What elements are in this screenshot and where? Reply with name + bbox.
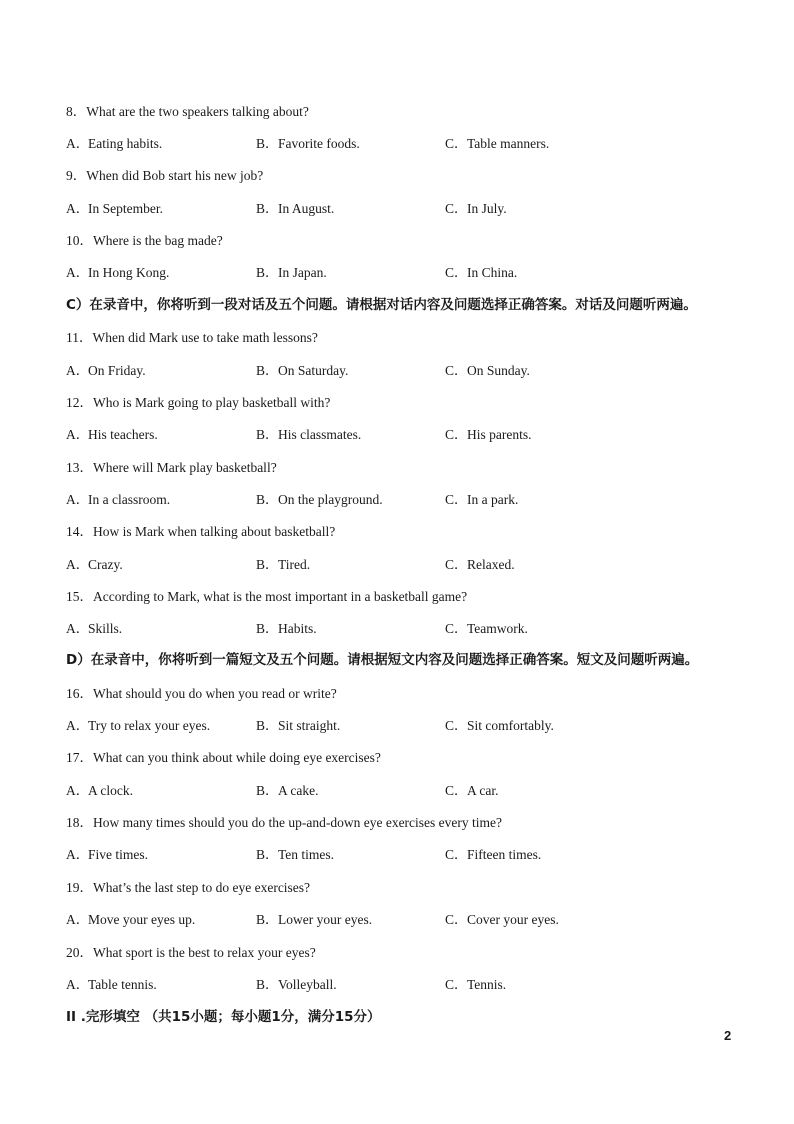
option-16b bbox=[256, 717, 340, 735]
option-text: In China. bbox=[467, 265, 518, 280]
option-letter: A． bbox=[66, 492, 90, 507]
option-14c bbox=[445, 556, 515, 574]
option-letter: C． bbox=[445, 557, 468, 572]
option-letter: B． bbox=[256, 136, 279, 151]
option-text: His teachers. bbox=[88, 427, 158, 442]
question-15: 15．According to Mark, what is the most important in a basketball game? bbox=[66, 589, 468, 604]
section-c-instructions: C）在录音中，你将听到一段对话及五个问题。请根据对话内容及问题选择正确答案。对话及问题听两遍。 bbox=[66, 297, 697, 313]
option-10a bbox=[66, 264, 169, 282]
option-text: Fifteen times. bbox=[467, 847, 542, 862]
option-letter: A． bbox=[66, 201, 90, 216]
option-text: Tired. bbox=[278, 557, 311, 572]
option-14b bbox=[256, 556, 310, 574]
option-letter: C． bbox=[445, 621, 468, 636]
option-text: A car. bbox=[467, 783, 499, 798]
option-letter: A． bbox=[66, 783, 90, 798]
option-18c bbox=[445, 846, 541, 864]
option-letter: C． bbox=[445, 427, 468, 442]
option-13c bbox=[445, 491, 518, 509]
option-8a bbox=[66, 135, 162, 153]
option-letter: A． bbox=[66, 847, 90, 862]
option-text: In a classroom. bbox=[88, 492, 171, 507]
option-15a bbox=[66, 620, 122, 638]
option-19b bbox=[256, 911, 372, 929]
option-20b bbox=[256, 976, 337, 994]
question-18: 18．How many times should you do the up-and-down eye exercises every time? bbox=[66, 815, 503, 830]
option-letter: C． bbox=[445, 847, 468, 862]
option-letter: C． bbox=[445, 912, 468, 927]
option-text: Tennis. bbox=[467, 977, 507, 992]
option-8b bbox=[256, 135, 360, 153]
option-letter: C． bbox=[445, 363, 468, 378]
option-text: In July. bbox=[467, 201, 507, 216]
question-20: 20．What sport is the best to relax your eyes? bbox=[66, 945, 316, 960]
option-17a bbox=[66, 782, 133, 800]
option-text: Sit comfortably. bbox=[467, 718, 554, 733]
option-letter: B． bbox=[256, 492, 279, 507]
option-letter: C． bbox=[445, 783, 468, 798]
option-19c bbox=[445, 911, 559, 929]
option-12c bbox=[445, 426, 532, 444]
question-11: 11．When did Mark use to take math lessons? bbox=[66, 330, 318, 345]
option-8c bbox=[445, 135, 549, 153]
option-letter: C． bbox=[445, 492, 468, 507]
option-text: A cake. bbox=[278, 783, 319, 798]
option-letter: C． bbox=[445, 265, 468, 280]
option-14a bbox=[66, 556, 123, 574]
option-text: Habits. bbox=[278, 621, 317, 636]
option-16c bbox=[445, 717, 554, 735]
option-letter: B． bbox=[256, 718, 279, 733]
option-letter: B． bbox=[256, 557, 279, 572]
option-9b bbox=[256, 200, 334, 218]
option-text: On Saturday. bbox=[278, 363, 349, 378]
option-letter: A． bbox=[66, 912, 90, 927]
option-text: Sit straight. bbox=[278, 718, 341, 733]
option-letter: A． bbox=[66, 136, 90, 151]
option-letter: A． bbox=[66, 977, 90, 992]
question-13: 13．Where will Mark play basketball? bbox=[66, 460, 277, 475]
option-text: Volleyball. bbox=[278, 977, 337, 992]
question-19: 19．What’s the last step to do eye exercises? bbox=[66, 880, 311, 895]
option-15c bbox=[445, 620, 528, 638]
option-letter: A． bbox=[66, 557, 90, 572]
option-letter: B． bbox=[256, 201, 279, 216]
option-letter: C． bbox=[445, 977, 468, 992]
option-letter: C． bbox=[445, 201, 468, 216]
option-text: Table tennis. bbox=[88, 977, 157, 992]
option-letter: B． bbox=[256, 621, 279, 636]
question-16: 16．What should you do when you read or write? bbox=[66, 686, 337, 701]
option-letter: B． bbox=[256, 977, 279, 992]
option-text: In Hong Kong. bbox=[88, 265, 170, 280]
option-letter: B． bbox=[256, 847, 279, 862]
question-10: 10．Where is the bag made? bbox=[66, 233, 223, 248]
option-19a bbox=[66, 911, 195, 929]
option-letter: A． bbox=[66, 718, 90, 733]
option-text: Cover your eyes. bbox=[467, 912, 559, 927]
option-text: In a park. bbox=[467, 492, 519, 507]
option-letter: A． bbox=[66, 363, 90, 378]
option-17c bbox=[445, 782, 499, 800]
option-text: On Friday. bbox=[88, 363, 146, 378]
option-15b bbox=[256, 620, 317, 638]
option-letter: B． bbox=[256, 783, 279, 798]
option-text: Lower your eyes. bbox=[278, 912, 373, 927]
option-text: Eating habits. bbox=[88, 136, 163, 151]
option-11a bbox=[66, 362, 146, 380]
question-12: 12．Who is Mark going to play basketball with? bbox=[66, 395, 331, 410]
option-letter: B． bbox=[256, 363, 279, 378]
option-20c bbox=[445, 976, 506, 994]
option-text: In September. bbox=[88, 201, 163, 216]
option-text: On the playground. bbox=[278, 492, 383, 507]
option-text: Favorite foods. bbox=[278, 136, 360, 151]
section-d-instructions: D）在录音中，你将听到一篇短文及五个问题。请根据短文内容及问题选择正确答案。短文及问题听两遍。 bbox=[66, 652, 699, 668]
option-text: A clock. bbox=[88, 783, 133, 798]
option-text: In August. bbox=[278, 201, 335, 216]
option-text: His parents. bbox=[467, 427, 532, 442]
option-text: In Japan. bbox=[278, 265, 327, 280]
option-text: Try to relax your eyes. bbox=[88, 718, 211, 733]
option-letter: B． bbox=[256, 427, 279, 442]
question-8: 8．What are the two speakers talking about? bbox=[66, 104, 309, 119]
option-17b bbox=[256, 782, 318, 800]
option-20a bbox=[66, 976, 157, 994]
option-text: Five times. bbox=[88, 847, 148, 862]
part-2-title: II .完形填空 （共15小题；每小题1分，满分15分） bbox=[66, 1009, 381, 1025]
option-10c bbox=[445, 264, 517, 282]
option-13a bbox=[66, 491, 170, 509]
option-text: Move your eyes up. bbox=[88, 912, 196, 927]
option-letter: A． bbox=[66, 621, 90, 636]
option-18a bbox=[66, 846, 148, 864]
question-14: 14．How is Mark when talking about basketball? bbox=[66, 524, 336, 539]
option-11b bbox=[256, 362, 348, 380]
option-text: Ten times. bbox=[278, 847, 335, 862]
option-9a bbox=[66, 200, 163, 218]
option-letter: C． bbox=[445, 136, 468, 151]
option-letter: B． bbox=[256, 265, 279, 280]
option-text: Skills. bbox=[88, 621, 123, 636]
option-text: On Sunday. bbox=[467, 363, 530, 378]
option-text: Relaxed. bbox=[467, 557, 515, 572]
option-text: His classmates. bbox=[278, 427, 362, 442]
question-9: 9．When did Bob start his new job? bbox=[66, 168, 264, 183]
option-letter: C． bbox=[445, 718, 468, 733]
option-13b bbox=[256, 491, 383, 509]
option-10b bbox=[256, 264, 327, 282]
option-letter: B． bbox=[256, 912, 279, 927]
option-9c bbox=[445, 200, 507, 218]
option-text: Teamwork. bbox=[467, 621, 528, 636]
option-16a bbox=[66, 717, 210, 735]
option-letter: A． bbox=[66, 265, 90, 280]
question-17: 17．What can you think about while doing eye exercises? bbox=[66, 750, 381, 765]
option-letter: A． bbox=[66, 427, 90, 442]
option-18b bbox=[256, 846, 334, 864]
option-12a bbox=[66, 426, 158, 444]
page-number: 2 bbox=[724, 1028, 732, 1043]
option-text: Table manners. bbox=[467, 136, 550, 151]
option-text: Crazy. bbox=[88, 557, 123, 572]
option-12b bbox=[256, 426, 361, 444]
option-11c bbox=[445, 362, 530, 380]
